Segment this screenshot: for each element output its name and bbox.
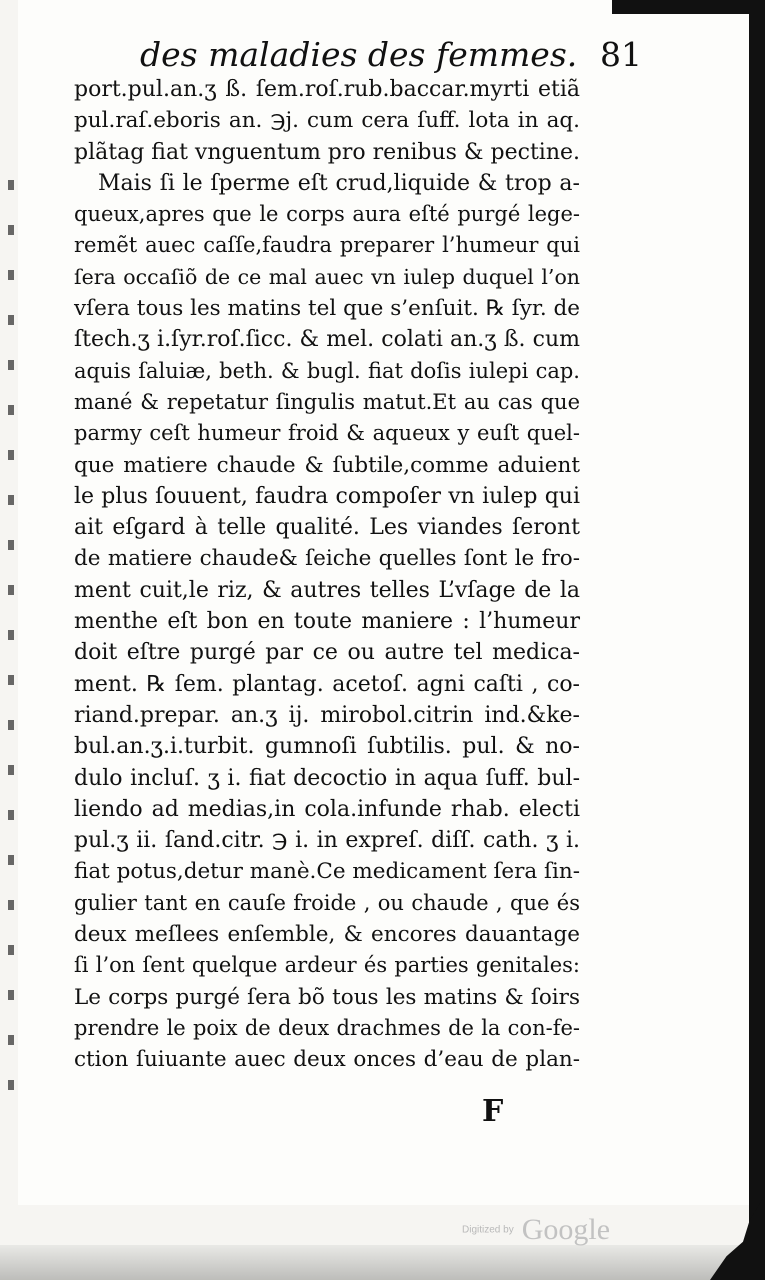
text-line: ait eſgard à telle qualité. Les viandes ſeront	[74, 515, 580, 541]
text-line: prendre le poix de deux drachmes de la con-fe-	[74, 1015, 580, 1040]
text-line: ment cuit,le riz, & autres telles L’vſage de la	[74, 577, 580, 603]
text-line: queux,apres que le corps aura eſté purgé lege-	[74, 202, 580, 227]
watermark-brand: Google	[521, 1213, 611, 1246]
text-line: ction ſuiuante auec deux onces d’eau de plan-	[74, 1047, 580, 1073]
text-line: gulier tant en cauſe froide , ou chaude , que és	[74, 890, 580, 915]
text-line: parmy ceſt humeur froid & aqueux y euſt quel-	[74, 421, 580, 446]
scan-edge-right	[749, 0, 765, 1280]
text-line: dulo incluſ. ʒ i. fiat decoctio in aqua ſuff. bul-	[74, 765, 580, 791]
text-line: le plus ſouuent, faudra compoſer vn iulep qui	[74, 483, 580, 509]
text-line: ſera occaſiõ de ce mal auec vn iulep duquel l’on	[74, 264, 580, 289]
text-line: bul.an.ʒ.i.turbit. gumnoſi ſubtilis. pul. & no-	[74, 734, 580, 760]
body-text	[74, 74, 580, 1076]
text-line: port.pul.an.ʒ ß. ſem.roſ.rub.baccar.myrti etiã	[74, 77, 580, 102]
text-line: riand.prepar. an.ʒ ij. mirobol.citrin ind.&ke-	[74, 702, 580, 728]
text-line: que matiere chaude & ſubtile,comme aduient	[74, 452, 580, 478]
text-line: de matiere chaude& ſeiche quelles ſont le fro-	[74, 546, 580, 572]
watermark-prefix: Digitized by	[462, 1224, 514, 1236]
text-line: fiat potus,detur manè.Ce medicament ſera ſin-	[74, 859, 580, 885]
scan-edge-top	[612, 0, 765, 14]
text-line: mané & repetatur ſingulis matut.Et au cas que	[74, 389, 580, 414]
text-line: remẽt auec caſſe,faudra preparer l’humeur qui	[74, 233, 580, 258]
running-title: des maladies des femmes.	[140, 35, 578, 74]
signature-mark: F	[482, 1094, 504, 1129]
text-line: liendo ad medias,in cola.infunde rhab. electi	[74, 796, 580, 822]
text-line: Le corps purgé ſera bõ tous les matins & ſoirs	[74, 984, 580, 1010]
text-line: aquis ſaluiæ, beth. & bugl. fiat doſis iulepi cap.	[74, 358, 580, 383]
text-line: ſi l’on ſent quelque ardeur és parties genitales:	[74, 953, 580, 978]
text-line: ment. ℞ ſem. plantag. acetoſ. agni caſti , co-	[74, 671, 580, 697]
scan-edge-left-marks	[8, 180, 14, 1120]
text-line: pul.ʒ ii. ſand.citr. ℈ i. in expreſ. diſſ. cath. ʒ i.	[74, 828, 580, 854]
text-line: plãtag fiat vnguentum pro renibus & pectine.	[74, 139, 580, 165]
text-line: doit eſtre purgé par ce ou autre tel medica-	[74, 640, 580, 666]
digitized-by-google-watermark	[462, 1213, 642, 1253]
text-line: Mais ſi le ſperme eſt crud,liquide & trop a-	[98, 170, 580, 196]
text-line: vſera tous les matins tel que s’enſuit. ℞ ſyr. de	[74, 296, 580, 322]
text-line: ſtech.ʒ i.ſyr.roſ.ſicc. & mel. colati an.ʒ ß. cum	[74, 327, 580, 353]
text-line: menthe eſt bon en toute maniere : l’humeur	[74, 609, 580, 635]
text-line: pul.raſ.eboris an. ℈j. cum cera ſuff. lota in aq.	[74, 108, 580, 134]
scan-edge-bottom	[0, 1245, 765, 1280]
page-number: 81	[600, 35, 642, 74]
text-line: deux meſlees enſemble, & encores dauantage	[74, 922, 580, 948]
